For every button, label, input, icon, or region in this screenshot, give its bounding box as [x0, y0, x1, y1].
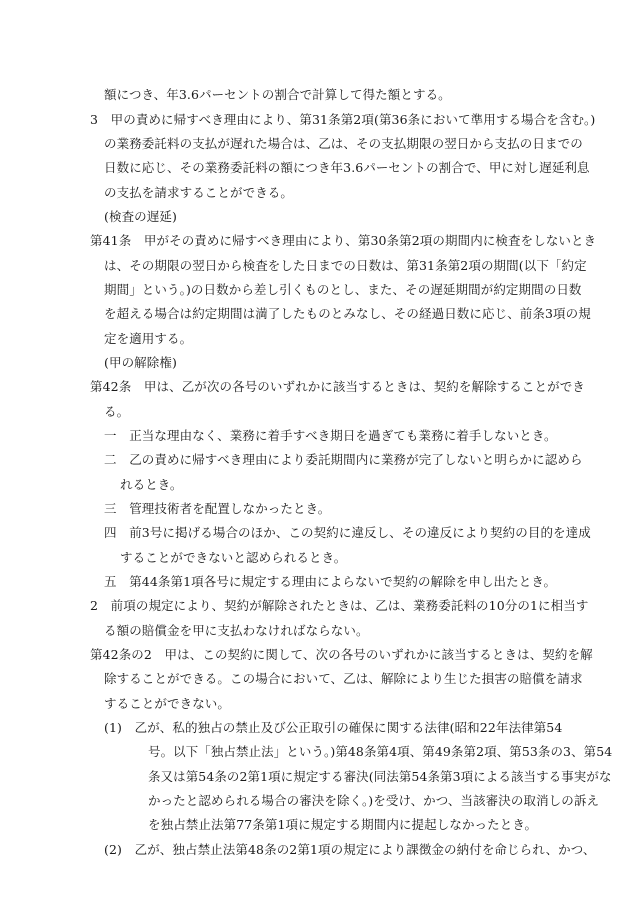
text-line: 第42条の2 甲は、この契約に関して、次の各号のいずれかに該当するときは、契約を解 [90, 647, 593, 662]
text-line: 五 第44条第1項各号に規定する理由によらないで契約の解除を申し出たとき。 [104, 574, 557, 589]
text-line: の支払を請求することができる。 [104, 185, 294, 200]
text-line: 日数に応じ、その業務委託料の額につき年3.6パーセントの割合で、甲に対し遅延利息 [104, 160, 590, 175]
text-line: を超える場合は約定期間は満了したものとみなし、その経過日数に応じ、前条3項の規 [104, 306, 591, 321]
text-line: することができないと認められるとき。 [120, 550, 347, 565]
text-line: 条又は第54条の2第1項に規定する審決(同法第54条第3項による該当する事実がな [148, 769, 612, 784]
text-line: 四 前3号に掲げる場合のほか、この契約に違反し、その違反により契約の目的を達成 [104, 525, 591, 540]
text-line: は、その期限の翌日から検査をした日までの日数は、第31条第2項の期間(以下「約定 [104, 258, 587, 273]
text-line: 二 乙の責めに帰すべき理由により委託期間内に業務が完了しないと明らかに認めら [104, 452, 583, 467]
text-line: 期間」という。)の日数から差し引くものとし、また、その遅延期間が約定期間の日数 [104, 282, 582, 297]
text-line: 2 前項の規定により、契約が解除されたときは、乙は、業務委託料の10分の1に相当す [90, 598, 589, 613]
text-line: かったと認められる場合の審決を除く。)を受け、かつ、当該審決の取消しの訴え [148, 793, 600, 808]
text-line: 三 管理技術者を配置しなかったとき。 [104, 501, 331, 516]
text-line: (2) 乙が、独占禁止法第48条の2第1項の規定により課徴金の納付を命じられ、かつ、 [104, 842, 596, 857]
text-line: (1) 乙が、私的独占の禁止及び公正取引の確保に関する法律(昭和22年法律第54 [104, 720, 563, 735]
text-line: 号。以下「独占禁止法」という。)第48条第4項、第49条第2項、第53条の3、第54 [148, 744, 613, 759]
text-line: 定を適用する。 [104, 331, 193, 346]
text-line: 一 正当な理由なく、業務に着手すべき期日を過ぎても業務に着手しないとき。 [104, 428, 557, 443]
text-line: の業務委託料の支払が遅れた場合は、乙は、その支払期限の翌日から支払の日までの [104, 136, 583, 151]
text-line: 第42条 甲は、乙が次の各号のいずれかに該当するときは、契約を解除することができ [90, 379, 585, 394]
text-line: る額の賠償金を甲に支払わなければならない。 [104, 623, 369, 638]
text-line: することができない。 [104, 696, 231, 711]
text-line: る。 [104, 404, 130, 419]
section-heading: (甲の解除権) [104, 355, 177, 370]
section-heading: (検査の遅延) [104, 209, 177, 224]
text-line: れるとき。 [120, 477, 183, 492]
text-line: 額につき、年3.6パーセントの割合で計算して得た額とする。 [104, 87, 451, 102]
text-line: 除することができる。この場合において、乙は、解除により生じた損害の賠償を請求 [104, 671, 583, 686]
text-line: 3 甲の責めに帰すべき理由により、第31条第2項(第36条において準用する場合を含む。) [90, 112, 596, 127]
text-line: を独占禁止法第77条第1項に規定する期間内に提起しなかったとき。 [148, 817, 538, 832]
text-line: 第41条 甲がその責めに帰すべき理由により、第30条第2項の期間内に検査をしないとき [90, 233, 597, 248]
